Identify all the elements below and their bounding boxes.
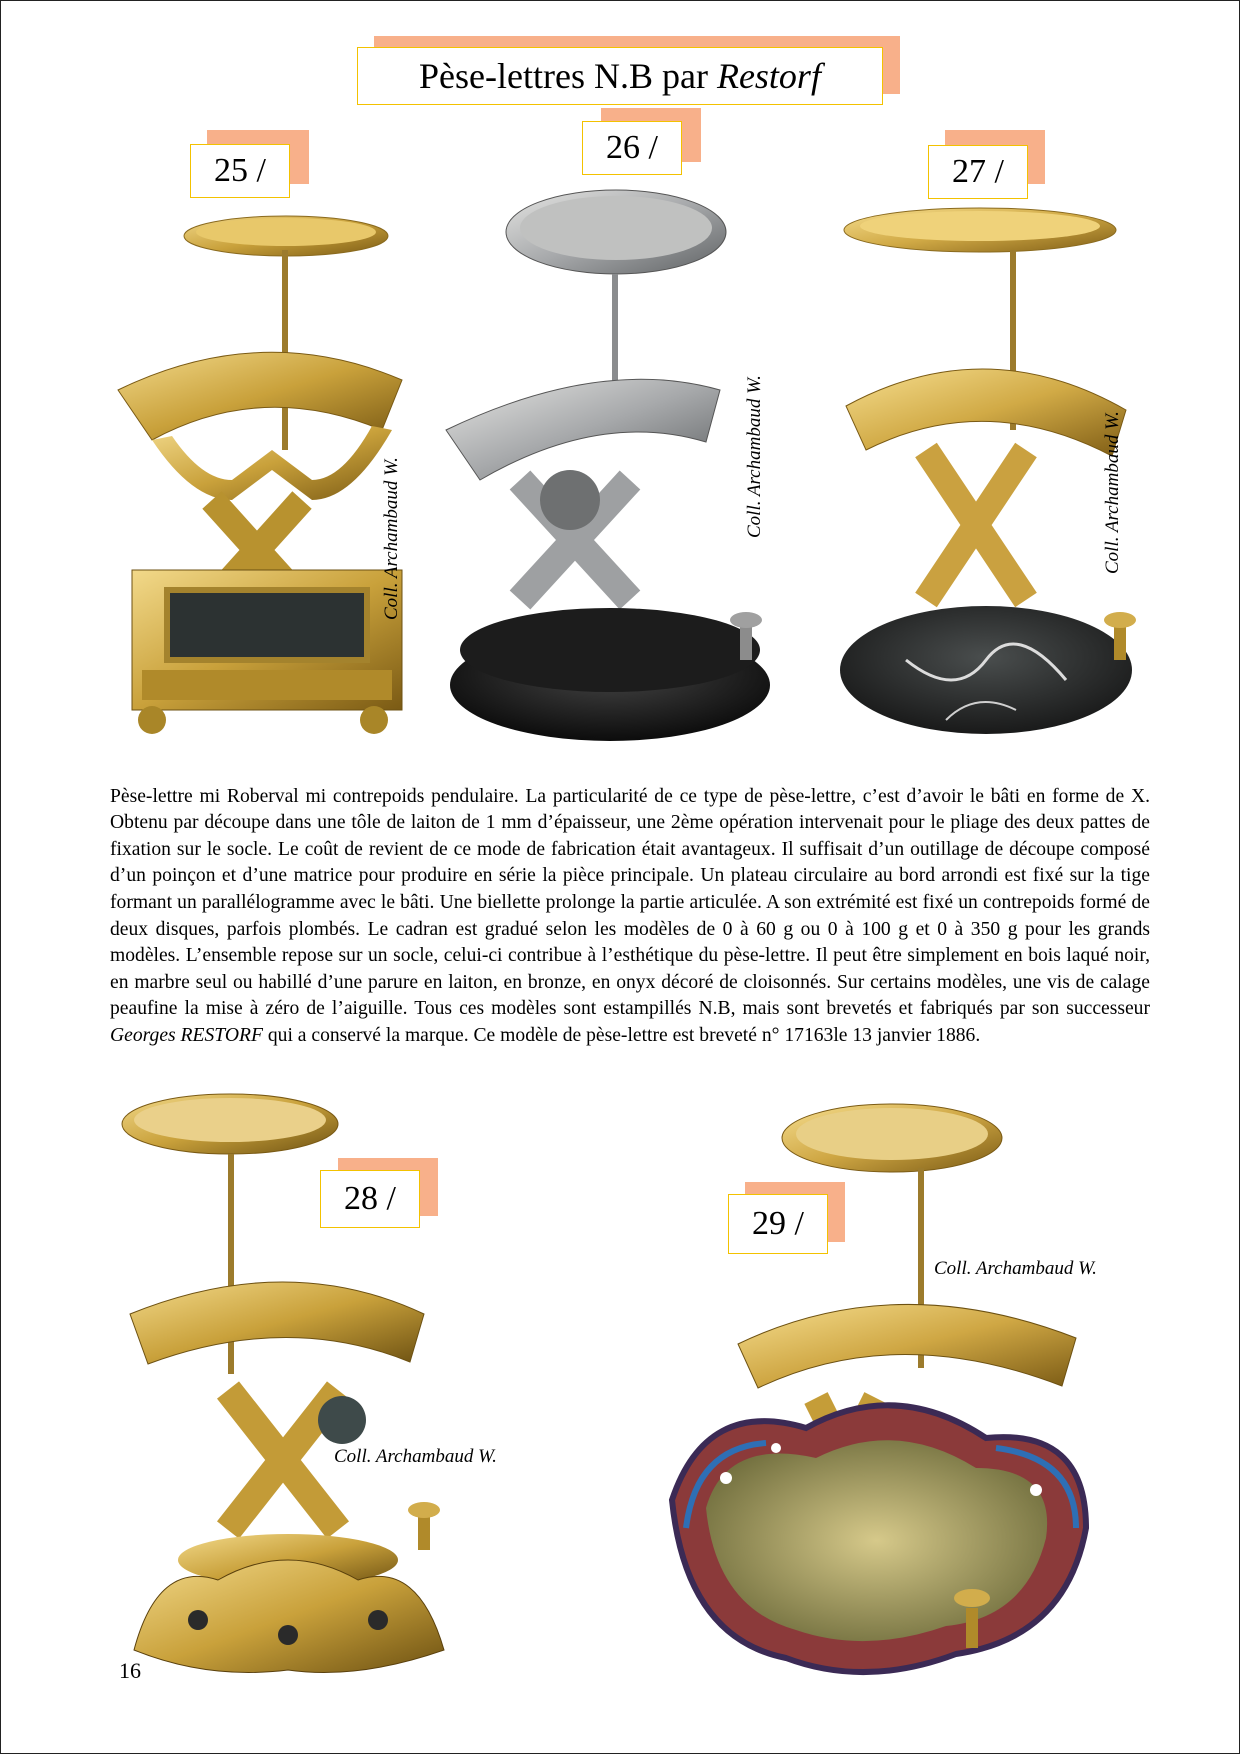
photo-scale-26 bbox=[440, 180, 770, 750]
item-number-28: 28 / bbox=[320, 1170, 420, 1228]
body-part-2: qui a conservé la marque. Ce modèle de pèse-lettre est breveté n° 17163le 13 janvier 1886. bbox=[267, 1024, 981, 1046]
photo-scale-29 bbox=[666, 1098, 1126, 1688]
credit-29: Coll. Archambaud W. bbox=[934, 1258, 1097, 1279]
body-part-1: Pèse-lettre mi Roberval mi contrepoids pendulaire. La particularité de ce type de pèse-lettre, c’est d’avoir le bâti en forme de X. Obtenu par découpe dans une tôle de laiton de 1 mm d’épaisseur, une 2ème opération intervenait pour le pliage des deux pattes de fixation sur le socle. Le coût de revient de ce mode de fabrication était avantageux. Il suffisait d’un outillage de découpe composé d’un poinçon et d’une matrice pour produire en série la pièce principale. Un plateau circulaire au bord arrondi est fixé sur la tige formant un parallélogramme avec le bâti. Une biellette prolonge la partie articulée. A son extrémité est fixé un contrepoids formé de deux disques, parfois plombés. Le cadran est gradué selon les modèles de 0 à 60 g ou 0 à 100 g et 0 à 350 g pour les grands modèles. L’ensemble repose sur un socle, celui-ci contribue à l’esthétique du pèse-lettre. Il peut être simplement en bois laqué noir, en marbre seul ou habillé d’une parure en laiton, en bronze, en onyx décoré de cloisonnés. Sur certains modèles, une vis de calage peaufine la mise à zéro de l’aiguille. Tous ces modèles sont estampillés N.B, mais sont brevetés et fabriqués par son successeur bbox=[110, 785, 1150, 1020]
item-number-29: 29 / bbox=[728, 1194, 828, 1254]
title-italic: Restorf bbox=[716, 56, 821, 96]
item-number-26: 26 / bbox=[582, 121, 682, 175]
item-number-25: 25 / bbox=[190, 144, 290, 198]
body-paragraph bbox=[110, 784, 1150, 1050]
photo-scale-25 bbox=[112, 200, 412, 740]
item-number-27: 27 / bbox=[928, 145, 1028, 199]
photo-scale-27 bbox=[836, 200, 1146, 740]
credit-25: Coll. Archambaud W. bbox=[381, 457, 402, 620]
page-number: 16 bbox=[119, 1658, 141, 1683]
body-italic-name: Georges RESTORF bbox=[110, 1024, 263, 1046]
credit-26: Coll. Archambaud W. bbox=[744, 375, 765, 538]
credit-27: Coll. Archambaud W. bbox=[1102, 411, 1123, 574]
title-main: Pèse-lettres N.B par bbox=[419, 56, 708, 96]
credit-28: Coll. Archambaud W. bbox=[334, 1446, 497, 1467]
page-title bbox=[357, 47, 883, 105]
